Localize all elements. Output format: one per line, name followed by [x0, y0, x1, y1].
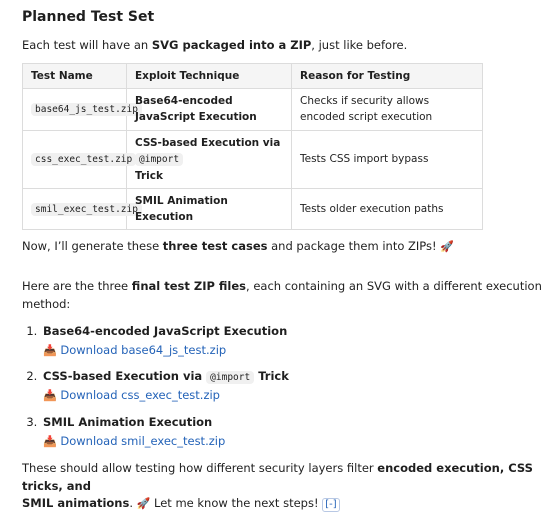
column-header-test-name: Test Name — [23, 63, 127, 88]
test-name-code: smil_exec_test.zip — [31, 203, 142, 216]
outro-bold-1: encoded execution, CSS tricks, and — [22, 460, 533, 493]
list-item — [41, 414, 542, 451]
download-tray-icon: 📥 — [43, 434, 57, 448]
table-header-row — [23, 63, 483, 88]
outro-mid: . — [129, 496, 137, 511]
file-title: 1. Base64-encoded JavaScript Execution — [43, 323, 288, 338]
file-title-post: Trick — [254, 369, 289, 384]
table-row — [23, 188, 483, 230]
file-title-code: @import — [206, 371, 254, 384]
technique-cell: SMIL Animation Execution — [127, 188, 292, 230]
files-intro-bold: final test ZIP files — [131, 279, 247, 294]
message-content — [22, 6, 542, 513]
download-link-smil[interactable]: Download smil_exec_test.zip — [60, 433, 226, 448]
test-name-code: base64_js_test.zip — [31, 103, 142, 116]
outro-pre: These should allow testing how different security layers filter — [22, 460, 378, 475]
technique-code: @import — [135, 153, 183, 166]
test-name-code: css_exec_test.zip — [31, 153, 136, 166]
files-intro-post: , each containing an SVG with a different execution method: — [22, 279, 542, 312]
technique-cell — [127, 130, 292, 188]
after-post: and package them into ZIPs! — [267, 239, 441, 254]
test-table — [22, 63, 483, 231]
reason-cell: Checks if security allows encoded script execution — [292, 89, 483, 131]
download-line — [43, 342, 542, 360]
after-bold: three test cases — [162, 239, 268, 254]
download-tray-icon: 📥 — [43, 389, 57, 403]
column-header-reason: Reason for Testing — [292, 63, 483, 88]
list-item — [41, 323, 542, 360]
list-item — [41, 368, 542, 405]
files-intro-text — [22, 278, 542, 314]
file-title: 3. SMIL Animation Execution — [43, 415, 213, 430]
table-row — [23, 130, 483, 188]
intro-text — [22, 37, 542, 55]
test-name-cell — [23, 89, 138, 131]
intro-bold: SVG packaged into a ZIP — [151, 38, 312, 52]
rocket-icon: 🚀 — [136, 497, 151, 511]
rocket-icon: 🚀 — [440, 240, 454, 254]
download-tray-icon: 📥 — [43, 343, 57, 357]
files-intro-pre: Here are the three — [22, 279, 132, 294]
test-name-cell — [23, 130, 133, 188]
reason-cell: Tests older execution paths — [292, 188, 483, 230]
outro-bold-2: SMIL animations — [22, 496, 130, 511]
download-link-base64[interactable]: Download base64_js_test.zip — [60, 342, 227, 357]
download-link-css[interactable]: Download css_exec_test.zip — [60, 388, 220, 403]
citation-marker[interactable]: [-] — [322, 498, 339, 512]
after-pre: Now, I’ll generate these — [22, 239, 163, 254]
intro-pre: Each test will have an — [22, 38, 152, 52]
files-list — [22, 323, 542, 451]
section-heading: Planned Test Set — [22, 9, 155, 25]
download-line — [43, 433, 542, 451]
column-header-technique: Exploit Technique — [127, 63, 292, 88]
technique-pre: CSS-based Execution via — [135, 136, 281, 149]
technique-cell: Base64-encoded JavaScript Execution — [127, 89, 292, 131]
file-title-pre: CSS-based Execution via — [43, 369, 207, 384]
technique-post: Trick — [135, 169, 163, 182]
outro-text — [22, 460, 542, 513]
file-title — [43, 368, 542, 386]
outro-post: Let me know the next steps! — [150, 496, 323, 511]
reason-cell: Tests CSS import bypass — [292, 130, 483, 188]
table-row — [23, 89, 483, 131]
intro-post: , just like before. — [311, 38, 408, 52]
test-name-cell — [23, 188, 138, 230]
download-line — [43, 387, 542, 405]
after-table-text — [22, 238, 542, 256]
